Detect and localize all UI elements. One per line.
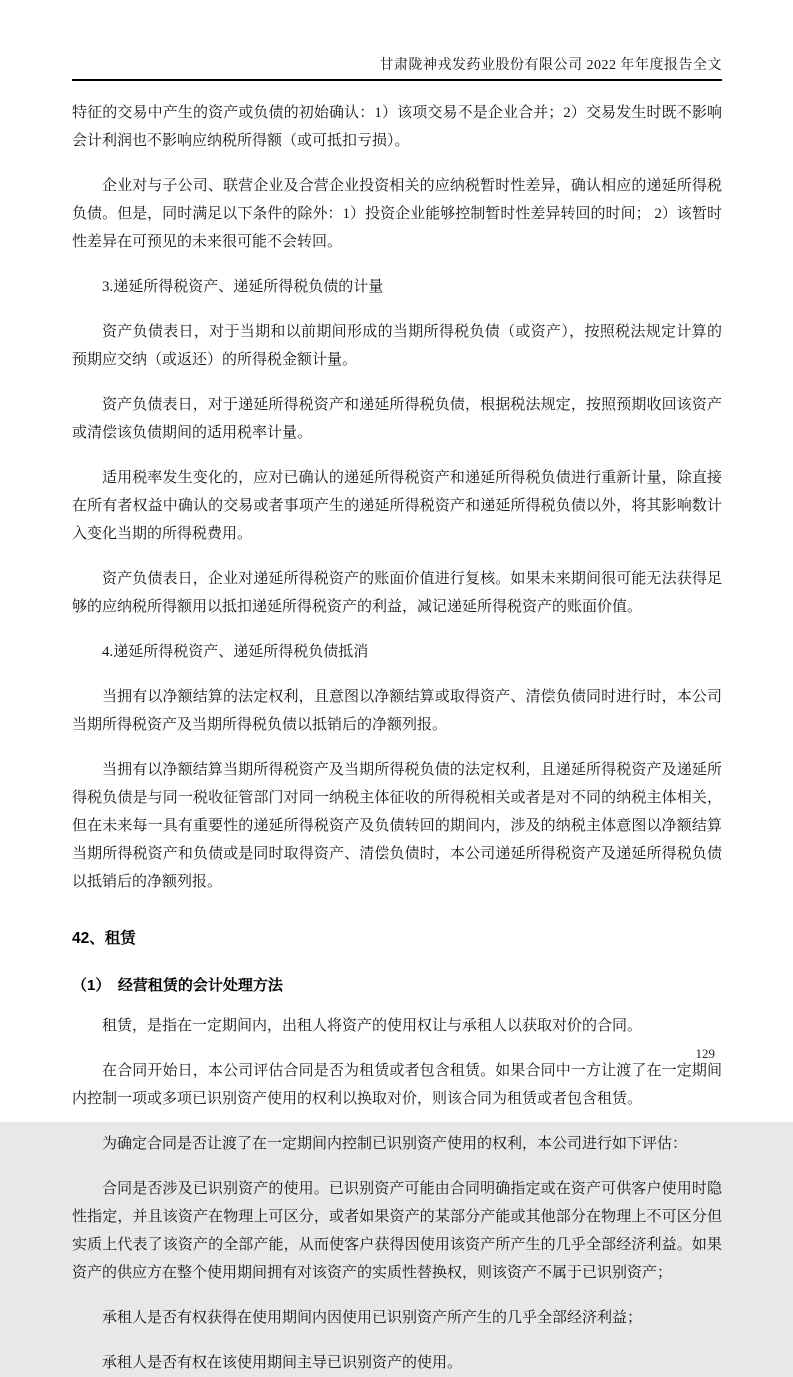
list-heading-deferred-tax-measurement: 3.递延所得税资产、递延所得税负债的计量 [102, 279, 384, 295]
paragraph: 资产负债表日，对于递延所得税资产和递延所得税负债，根据税法规定，按照预期收回该资产或清偿该负债期间的适用税率计量。 [72, 397, 722, 441]
paragraph: 资产负债表日，企业对递延所得税资产的账面价值进行复核。如果未来期间很可能无法获得足够的应纳税所得额用以抵扣递延所得税资产的利益，减记递延所得税资产的账面价值。 [72, 571, 722, 615]
page-number: 129 [695, 1046, 715, 1061]
paragraph: 当拥有以净额结算当期所得税资产及当期所得税负债的法定权利，且递延所得税资产及递延所得税负债是与同一税收征管部门对同一纳税主体征收的所得税相关或者是对不同的纳税主体相关，但在未来每一具有重要性的递延所得税资产及负债转回的期间内，涉及的纳税主体意图以净额结算当期所得税资产和负债或是同时取得资产、清偿负债时，本公司递延所得税资产及递延所得税负债以抵销后的净额列报。 [72, 762, 722, 890]
paragraph: 适用税率发生变化的，应对已确认的递延所得税资产和递延所得税负债进行重新计量，除直接在所有者权益中确认的交易或者事项产生的递延所得税资产和递延所得税负债以外，将其影响数计入变化当期的所得税费用。 [72, 470, 722, 542]
paragraph: 承租人是否有权获得在使用期间内因使用已识别资产所产生的几乎全部经济利益； [102, 1310, 643, 1326]
paragraph: 特征的交易中产生的资产或负债的初始确认：1）该项交易不是企业合并；2）交易发生时既不影响会计利润也不影响应纳税所得额（或可抵扣亏损）。 [72, 105, 722, 149]
report-header-title: 甘肃陇神戎发药业股份有限公司 2022 年年度报告全文 [379, 58, 722, 73]
paragraph: 资产负债表日，对于当期和以前期间形成的当期所得税负债（或资产），按照税法规定计算的预期应交纳（或返还）的所得税金额计量。 [72, 324, 722, 368]
section-heading-lease: 42、租赁 [72, 930, 136, 947]
subsection-heading-operating-lease: （1） 经营租赁的会计处理方法 [72, 977, 283, 994]
list-heading-deferred-tax-offset: 4.递延所得税资产、递延所得税负债抵消 [102, 644, 369, 660]
document-body [72, 81, 722, 1377]
paragraph: 当拥有以净额结算的法定权利，且意图以净额结算或取得资产、清偿负债同时进行时，本公司当期所得税资产及当期所得税负债以抵销后的净额列报。 [72, 689, 722, 733]
paragraph: 承租人是否有权在该使用期间主导已识别资产的使用。 [102, 1355, 463, 1371]
paragraph: 企业对与子公司、联营企业及合营企业投资相关的应纳税暂时性差异，确认相应的递延所得税负债。但是，同时满足以下条件的除外：1）投资企业能够控制暂时性差异转回的时间； 2）该暂时性差异在可预见的未来很可能不会转回。 [72, 178, 722, 250]
paragraph: 为确定合同是否让渡了在一定期间内控制已识别资产使用的权利，本公司进行如下评估： [102, 1136, 688, 1152]
page-footer [72, 1046, 715, 1062]
paragraph: 合同是否涉及已识别资产的使用。已识别资产可能由合同明确指定或在资产可供客户使用时隐性指定，并且该资产在物理上可区分，或者如果资产的某部分产能或其他部分在物理上不可区分但实质上代表了该资产的全部产能，从而使客户获得因使用该资产所产生的几乎全部经济利益。如果资产的供应方在整个使用期间拥有对该资产的实质性替换权，则该资产不属于已识别资产； [72, 1181, 722, 1281]
paragraph: 租赁，是指在一定期间内，出租人将资产的使用权让与承租人以获取对价的合同。 [102, 1018, 643, 1034]
paragraph: 在合同开始日，本公司评估合同是否为租赁或者包含租赁。如果合同中一方让渡了在一定期间内控制一项或多项已识别资产使用的权利以换取对价，则该合同为租赁或者包含租赁。 [72, 1063, 722, 1107]
page-header [72, 0, 722, 81]
